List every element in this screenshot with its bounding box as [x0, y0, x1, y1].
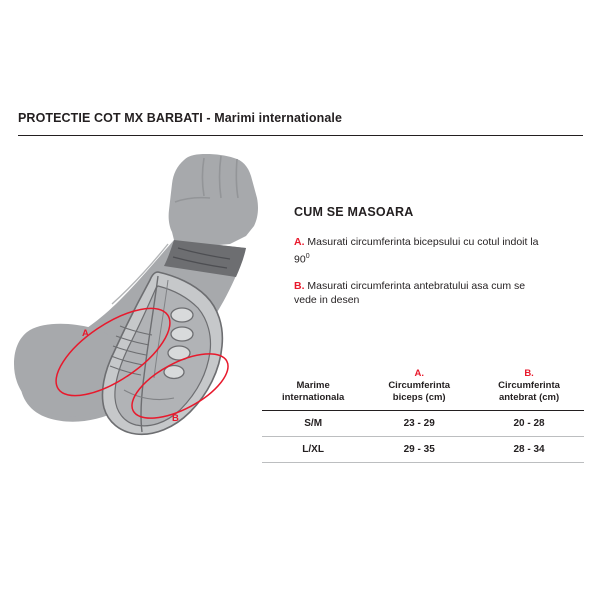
- header-a-line2: biceps (cm): [392, 392, 446, 403]
- cell-a: 23 - 29: [364, 411, 474, 437]
- header-size-line2: internationala: [281, 392, 345, 403]
- header-size: [262, 366, 364, 411]
- header-b-marker: B.: [524, 368, 534, 379]
- label-b: B: [172, 413, 179, 424]
- header-a: [364, 366, 474, 411]
- howto-item-a-sup: 0: [305, 252, 310, 260]
- cell-size: L/XL: [262, 437, 364, 463]
- page-title: PROTECTIE COT MX BARBATI - Marimi internationale: [18, 111, 343, 125]
- howto-item-b-text: Masurati circumferinta antebratului asa cum se vede in desen: [294, 279, 526, 306]
- header-size-line1: Marime: [296, 380, 330, 391]
- howto-item-a-marker: A.: [294, 236, 305, 248]
- header-b-line2: antebrat (cm): [498, 392, 560, 403]
- header-a-line1: Circumferinta: [388, 380, 451, 391]
- cell-size: S/M: [262, 411, 364, 437]
- cell-b: 20 - 28: [474, 411, 584, 437]
- table-row: [262, 437, 584, 463]
- arm-elbow-guard-illustration: [8, 140, 278, 460]
- cell-a: 29 - 35: [364, 437, 474, 463]
- howto-section: [294, 205, 584, 320]
- cell-b: 28 - 34: [474, 437, 584, 463]
- size-table: [262, 366, 584, 463]
- size-table-body: [262, 411, 584, 463]
- header-b-line1: Circumferinta: [498, 380, 560, 391]
- size-table-head: [262, 366, 584, 411]
- title-divider: [18, 135, 583, 136]
- header-a-marker: A.: [414, 368, 424, 379]
- howto-item-a-text: Masurati circumferinta bicepsului cu cotul indoit la 90: [294, 236, 539, 265]
- howto-heading: CUM SE MASOARA: [294, 205, 414, 219]
- size-table-header-row: [262, 366, 584, 411]
- howto-item-b-marker: B.: [294, 279, 305, 292]
- label-a: A: [82, 328, 89, 339]
- howto-item-b: [294, 279, 546, 308]
- hand-shape: [169, 154, 258, 246]
- table-row: [262, 411, 584, 437]
- howto-item-a: [294, 235, 546, 267]
- header-b: [474, 366, 584, 411]
